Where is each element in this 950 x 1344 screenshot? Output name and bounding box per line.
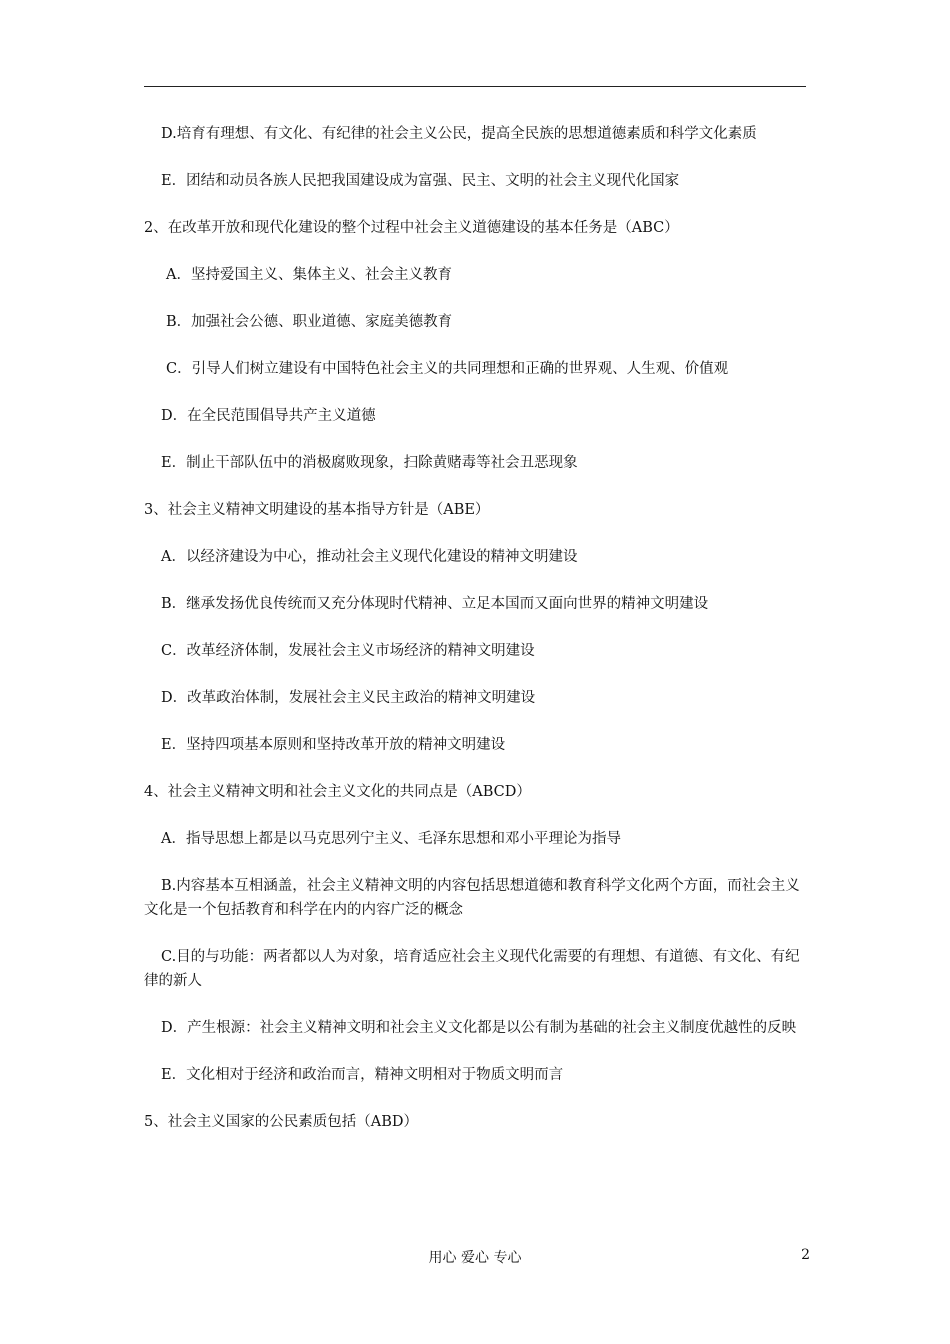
answer-option: D．在全民范围倡导共产主义道德 xyxy=(161,408,376,424)
answer-option: E．团结和动员各族人民把我国建设成为富强、民主、文明的社会主义现代化国家 xyxy=(161,173,680,189)
page-number: 2 xyxy=(801,1247,810,1263)
question-stem: 3、社会主义精神文明建设的基本指导方针是（ABE） xyxy=(144,502,490,518)
answer-option: E．制止干部队伍中的消极腐败现象，扫除黄赌毒等社会丑恶现象 xyxy=(161,455,578,471)
answer-option: C．改革经济体制，发展社会主义市场经济的精神文明建设 xyxy=(161,643,535,659)
answer-option: B．继承发扬优良传统而又充分体现时代精神、立足本国而又面向世界的精神文明建设 xyxy=(161,596,709,612)
question-stem: 4、社会主义精神文明和社会主义文化的共同点是（ABCD） xyxy=(144,784,531,800)
footer-motto: 用心 爱心 专心 xyxy=(428,1250,522,1266)
header-rule xyxy=(144,86,806,87)
answer-option: A．坚持爱国主义、集体主义、社会主义教育 xyxy=(166,267,452,283)
answer-option: E．文化相对于经济和政治而言，精神文明相对于物质文明而言 xyxy=(161,1067,564,1083)
answer-option: E．坚持四项基本原则和坚持改革开放的精神文明建设 xyxy=(161,737,506,753)
question-stem: 5、社会主义国家的公民素质包括（ABD） xyxy=(144,1114,418,1130)
answer-option: C.目的与功能：两者都以人为对象，培育适应社会主义现代化需要的有理想、有道德、有文化、有纪律的新人 xyxy=(144,949,800,989)
answer-option: C．引导人们树立建设有中国特色社会主义的共同理想和正确的世界观、人生观、价值观 xyxy=(166,361,729,377)
answer-option: D．产生根源：社会主义精神文明和社会主义文化都是以公有制为基础的社会主义制度优越性的反映 xyxy=(161,1020,797,1036)
answer-option: B.内容基本互相涵盖，社会主义精神文明的内容包括思想道德和教育科学文化两个方面，而社会主义文化是一个包括教育和科学在内的内容广泛的概念 xyxy=(144,878,800,918)
answer-option: A．指导思想上都是以马克思列宁主义、毛泽东思想和邓小平理论为指导 xyxy=(161,831,621,847)
answer-option: A．以经济建设为中心，推动社会主义现代化建设的精神文明建设 xyxy=(161,549,578,565)
answer-option: D.培育有理想、有文化、有纪律的社会主义公民，提高全民族的思想道德素质和科学文化素质 xyxy=(161,126,757,142)
document-body xyxy=(144,122,808,1157)
answer-option: B．加强社会公德、职业道德、家庭美德教育 xyxy=(166,314,453,330)
answer-option: D．改革政治体制，发展社会主义民主政治的精神文明建设 xyxy=(161,690,536,706)
question-stem: 2、在改革开放和现代化建设的整个过程中社会主义道德建设的基本任务是（ABC） xyxy=(144,220,679,236)
